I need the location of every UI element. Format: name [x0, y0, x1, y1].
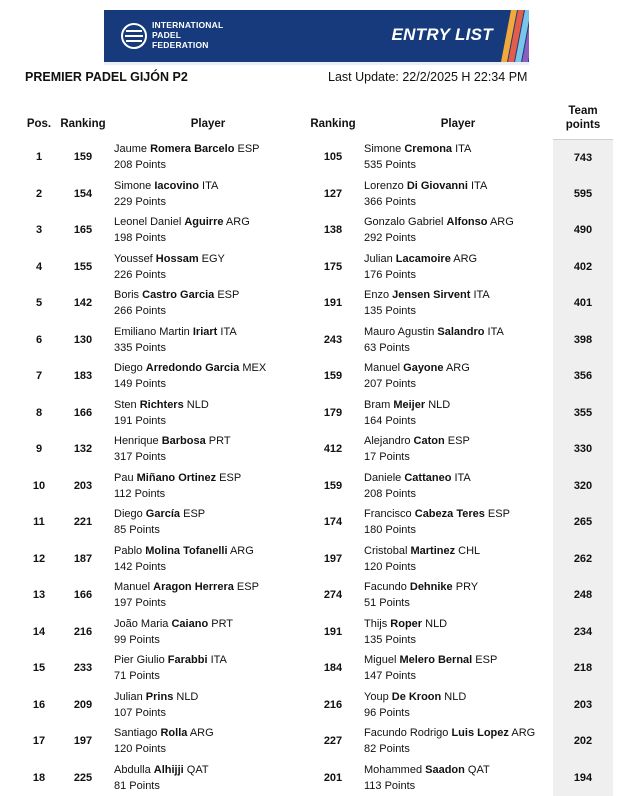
player1-ranking-cell: 225 — [61, 760, 105, 796]
player2-country: NLD — [422, 618, 447, 630]
table-row — [25, 249, 615, 286]
player2-cell — [364, 579, 478, 611]
player2-last-name: Saadon — [425, 764, 465, 776]
player2-cell — [364, 178, 487, 210]
player2-country: ITA — [484, 326, 503, 338]
player1-country: PRT — [206, 435, 231, 447]
position-cell: 16 — [25, 687, 53, 724]
player1-cell — [114, 324, 237, 356]
header-team-points-line2: points — [566, 119, 601, 131]
player2-first-name: Miguel — [364, 654, 399, 666]
player1-first-name: Julian — [114, 691, 146, 703]
position-cell: 9 — [25, 431, 53, 468]
player1-ranking-cell: 155 — [61, 249, 105, 286]
player2-first-name: Mohammed — [364, 764, 425, 776]
player2-last-name: Caton — [414, 435, 445, 447]
player1-points: 198 Points — [114, 230, 250, 246]
player2-cell — [364, 251, 477, 283]
player2-first-name: Facundo — [364, 581, 410, 593]
player2-country: CHL — [455, 545, 480, 557]
position-cell: 15 — [25, 650, 53, 687]
position-cell: 14 — [25, 614, 53, 651]
player2-points: 147 Points — [364, 668, 497, 684]
player1-last-name: Iacovino — [154, 180, 199, 192]
player1-first-name: Henrique — [114, 435, 162, 447]
player2-cell — [364, 324, 504, 356]
player1-first-name: João Maria — [114, 618, 171, 630]
player2-last-name: Lacamoire — [396, 253, 451, 265]
player1-cell — [114, 433, 231, 465]
decorative-stripes-icon — [493, 10, 529, 62]
player1-country: ESP — [180, 508, 205, 520]
player1-ranking-cell: 183 — [61, 358, 105, 395]
player2-last-name: Cabeza Teres — [415, 508, 485, 520]
player1-cell — [114, 360, 266, 392]
player2-points: 17 Points — [364, 449, 470, 465]
team-points-cell: 743 — [553, 139, 613, 177]
player1-points: 81 Points — [114, 778, 209, 794]
player1-cell — [114, 689, 198, 721]
player1-first-name: Manuel — [114, 581, 153, 593]
player1-cell — [114, 725, 214, 757]
position-cell: 18 — [25, 760, 53, 796]
last-update-text: Last Update: 22/2/2025 H 22:34 PM — [328, 70, 527, 84]
team-points-cell: 356 — [553, 358, 613, 395]
player2-cell — [364, 214, 514, 246]
player1-cell — [114, 616, 233, 648]
player1-country: QAT — [184, 764, 209, 776]
player1-cell — [114, 762, 209, 794]
header-team-points-line1: Team — [568, 105, 597, 117]
player1-points: 191 Points — [114, 413, 209, 429]
table-row — [25, 395, 615, 432]
player1-first-name: Simone — [114, 180, 154, 192]
position-cell: 8 — [25, 395, 53, 432]
player1-cell — [114, 543, 254, 575]
player2-ranking-cell: 159 — [311, 358, 355, 395]
player1-country: ITA — [199, 180, 218, 192]
player1-ranking-cell: 221 — [61, 504, 105, 541]
player1-last-name: Molina Tofanelli — [145, 545, 227, 557]
player2-cell — [364, 141, 471, 173]
team-points-cell: 320 — [553, 468, 613, 505]
player2-country: ITA — [451, 472, 470, 484]
player2-country: ARG — [451, 253, 477, 265]
header-player-2: Player — [428, 118, 488, 130]
player1-first-name: Emiliano Martin — [114, 326, 193, 338]
entry-list-table — [25, 139, 615, 796]
team-points-cell: 355 — [553, 395, 613, 432]
player2-cell — [364, 470, 471, 502]
player2-cell — [364, 360, 470, 392]
player1-first-name: Leonel Daniel — [114, 216, 184, 228]
player2-cell — [364, 433, 470, 465]
player1-ranking-cell: 142 — [61, 285, 105, 322]
table-row — [25, 577, 615, 614]
player1-ranking-cell: 203 — [61, 468, 105, 505]
entry-list-title: ENTRY LIST — [391, 25, 493, 45]
event-title: PREMIER PADEL GIJÓN P2 — [25, 70, 188, 84]
player2-last-name: Meijer — [393, 399, 425, 411]
player2-country: NLD — [425, 399, 450, 411]
player2-points: 135 Points — [364, 632, 447, 648]
player2-points: 51 Points — [364, 595, 478, 611]
table-row — [25, 431, 615, 468]
player1-last-name: Castro Garcia — [142, 289, 214, 301]
player1-points: 85 Points — [114, 522, 205, 538]
player2-cell — [364, 543, 480, 575]
player1-ranking-cell: 166 — [61, 577, 105, 614]
player2-points: 180 Points — [364, 522, 510, 538]
player1-first-name: Diego — [114, 508, 146, 520]
player1-last-name: Richters — [140, 399, 184, 411]
player2-country: ITA — [452, 143, 471, 155]
player1-first-name: Santiago — [114, 727, 160, 739]
player2-points: 82 Points — [364, 741, 535, 757]
player1-ranking-cell: 187 — [61, 541, 105, 578]
position-cell: 2 — [25, 176, 53, 213]
player2-country: ESP — [472, 654, 497, 666]
player1-ranking-cell: 154 — [61, 176, 105, 213]
player2-points: 135 Points — [364, 303, 490, 319]
player2-ranking-cell: 201 — [311, 760, 355, 796]
table-row — [25, 212, 615, 249]
player1-points: 142 Points — [114, 559, 254, 575]
player1-points: 120 Points — [114, 741, 214, 757]
logo-line: INTERNATIONAL — [152, 20, 223, 30]
player2-country: ARG — [488, 216, 514, 228]
team-points-cell: 490 — [553, 212, 613, 249]
player1-first-name: Pablo — [114, 545, 145, 557]
header-ranking-1: Ranking — [58, 118, 108, 130]
entry-list-banner — [104, 10, 529, 65]
player2-cell — [364, 652, 497, 684]
player1-last-name: Aragon Herrera — [153, 581, 234, 593]
player2-first-name: Thijs — [364, 618, 390, 630]
player1-last-name: Rolla — [160, 727, 187, 739]
player1-points: 229 Points — [114, 194, 218, 210]
player1-last-name: Prins — [146, 691, 174, 703]
player2-points: 164 Points — [364, 413, 450, 429]
player2-first-name: Alejandro — [364, 435, 414, 447]
player2-ranking-cell: 216 — [311, 687, 355, 724]
player1-country: ARG — [223, 216, 249, 228]
player2-ranking-cell: 191 — [311, 614, 355, 651]
player2-last-name: Dehnike — [410, 581, 453, 593]
player2-country: PRY — [453, 581, 478, 593]
player2-points: 535 Points — [364, 157, 471, 173]
player1-country: ESP — [214, 289, 239, 301]
player1-country: NLD — [184, 399, 209, 411]
position-cell: 12 — [25, 541, 53, 578]
table-row — [25, 687, 615, 724]
position-cell: 10 — [25, 468, 53, 505]
player2-country: ARG — [509, 727, 535, 739]
player2-country: ITA — [468, 180, 487, 192]
player1-last-name: Caiano — [171, 618, 208, 630]
player1-last-name: García — [146, 508, 180, 520]
player2-ranking-cell: 227 — [311, 723, 355, 760]
player2-first-name: Mauro Agustin — [364, 326, 437, 338]
player1-last-name: Hossam — [156, 253, 199, 265]
player2-points: 366 Points — [364, 194, 487, 210]
player2-first-name: Lorenzo — [364, 180, 407, 192]
player1-points: 317 Points — [114, 449, 231, 465]
position-cell: 13 — [25, 577, 53, 614]
player1-points: 71 Points — [114, 668, 227, 684]
position-cell: 6 — [25, 322, 53, 359]
logo-line: PADEL — [152, 30, 223, 40]
player2-ranking-cell: 138 — [311, 212, 355, 249]
player2-points: 292 Points — [364, 230, 514, 246]
player1-country: ARG — [187, 727, 213, 739]
player1-last-name: Miñano Ortinez — [137, 472, 216, 484]
player2-points: 120 Points — [364, 559, 480, 575]
player1-first-name: Jaume — [114, 143, 150, 155]
player2-country: ESP — [445, 435, 470, 447]
team-points-cell: 202 — [553, 723, 613, 760]
player1-ranking-cell: 159 — [61, 139, 105, 176]
table-row — [25, 723, 615, 760]
player2-country: ITA — [470, 289, 489, 301]
player2-points: 207 Points — [364, 376, 470, 392]
player1-last-name: Arredondo Garcia — [146, 362, 240, 374]
player1-first-name: Abdulla — [114, 764, 154, 776]
player1-first-name: Youssef — [114, 253, 156, 265]
logo-line: FEDERATION — [152, 40, 223, 50]
player1-points: 335 Points — [114, 340, 237, 356]
player2-cell — [364, 616, 447, 648]
player1-points: 107 Points — [114, 705, 198, 721]
player1-ranking-cell: 216 — [61, 614, 105, 651]
player2-cell — [364, 287, 490, 319]
table-row — [25, 504, 615, 541]
player1-country: NLD — [173, 691, 198, 703]
player2-points: 113 Points — [364, 778, 490, 794]
player1-ranking-cell: 130 — [61, 322, 105, 359]
player2-last-name: Martinez — [410, 545, 455, 557]
player2-cell — [364, 689, 466, 721]
player2-country: ARG — [444, 362, 470, 374]
player1-cell — [114, 652, 227, 684]
player2-points: 208 Points — [364, 486, 471, 502]
header-ranking-2: Ranking — [308, 118, 358, 130]
player1-first-name: Pier Giulio — [114, 654, 168, 666]
player1-ranking-cell: 209 — [61, 687, 105, 724]
table-row — [25, 468, 615, 505]
player1-points: 226 Points — [114, 267, 225, 283]
player1-ranking-cell: 166 — [61, 395, 105, 432]
table-row — [25, 541, 615, 578]
player1-cell — [114, 506, 205, 538]
player2-ranking-cell: 179 — [311, 395, 355, 432]
player1-cell — [114, 214, 250, 246]
player1-last-name: Farabbi — [168, 654, 208, 666]
player2-last-name: Luis Lopez — [451, 727, 508, 739]
player2-country: NLD — [441, 691, 466, 703]
player1-last-name: Alhijji — [154, 764, 184, 776]
team-points-cell: 203 — [553, 687, 613, 724]
player2-last-name: Di Giovanni — [407, 180, 468, 192]
player2-ranking-cell: 174 — [311, 504, 355, 541]
team-points-cell: 194 — [553, 760, 613, 796]
position-cell: 3 — [25, 212, 53, 249]
player2-first-name: Facundo Rodrigo — [364, 727, 451, 739]
player1-last-name: Iriart — [193, 326, 217, 338]
player1-points: 149 Points — [114, 376, 266, 392]
player2-ranking-cell: 191 — [311, 285, 355, 322]
player1-cell — [114, 178, 218, 210]
position-cell: 11 — [25, 504, 53, 541]
position-cell: 4 — [25, 249, 53, 286]
player1-ranking-cell: 165 — [61, 212, 105, 249]
player1-country: PRT — [208, 618, 233, 630]
player2-ranking-cell: 197 — [311, 541, 355, 578]
player1-last-name: Barbosa — [162, 435, 206, 447]
team-points-cell: 265 — [553, 504, 613, 541]
player2-last-name: Cattaneo — [404, 472, 451, 484]
player2-first-name: Gonzalo Gabriel — [364, 216, 447, 228]
player2-last-name: De Kroon — [392, 691, 442, 703]
player2-last-name: Cremona — [404, 143, 452, 155]
player1-country: ARG — [228, 545, 254, 557]
player2-last-name: Gayone — [403, 362, 443, 374]
player1-ranking-cell: 197 — [61, 723, 105, 760]
team-points-cell: 234 — [553, 614, 613, 651]
player2-ranking-cell: 184 — [311, 650, 355, 687]
player1-points: 208 Points — [114, 157, 260, 173]
team-points-cell: 330 — [553, 431, 613, 468]
player1-points: 266 Points — [114, 303, 239, 319]
player2-ranking-cell: 105 — [311, 139, 355, 176]
player1-ranking-cell: 132 — [61, 431, 105, 468]
team-points-cell: 262 — [553, 541, 613, 578]
team-points-cell: 402 — [553, 249, 613, 286]
player2-cell — [364, 397, 450, 429]
player1-country: ITA — [208, 654, 227, 666]
player1-points: 99 Points — [114, 632, 233, 648]
player2-points: 176 Points — [364, 267, 477, 283]
player1-country: ESP — [234, 581, 259, 593]
player2-first-name: Youp — [364, 691, 392, 703]
player1-country: EGY — [199, 253, 225, 265]
player2-first-name: Enzo — [364, 289, 392, 301]
player1-last-name: Aguirre — [184, 216, 223, 228]
player2-ranking-cell: 175 — [311, 249, 355, 286]
team-points-cell: 398 — [553, 322, 613, 359]
player2-first-name: Cristobal — [364, 545, 410, 557]
player2-last-name: Alfonso — [447, 216, 488, 228]
position-cell: 5 — [25, 285, 53, 322]
player1-first-name: Diego — [114, 362, 146, 374]
table-row — [25, 650, 615, 687]
table-row — [25, 139, 615, 176]
team-points-cell: 595 — [553, 176, 613, 213]
header-team-points — [553, 104, 613, 132]
header-player-1: Player — [178, 118, 238, 130]
player2-ranking-cell: 274 — [311, 577, 355, 614]
player1-country: ITA — [217, 326, 236, 338]
federation-logo-text — [152, 20, 223, 50]
player1-country: ESP — [234, 143, 259, 155]
player2-cell — [364, 725, 535, 757]
player1-cell — [114, 397, 209, 429]
team-points-cell: 248 — [553, 577, 613, 614]
player1-cell — [114, 287, 239, 319]
table-row — [25, 176, 615, 213]
player2-first-name: Daniele — [364, 472, 404, 484]
player2-first-name: Julian — [364, 253, 396, 265]
header-pos: Pos. — [25, 118, 53, 130]
player1-country: ESP — [216, 472, 241, 484]
player2-points: 96 Points — [364, 705, 466, 721]
player2-first-name: Manuel — [364, 362, 403, 374]
team-points-cell: 218 — [553, 650, 613, 687]
player1-points: 197 Points — [114, 595, 259, 611]
player1-ranking-cell: 233 — [61, 650, 105, 687]
player2-last-name: Roper — [390, 618, 422, 630]
player2-last-name: Salandro — [437, 326, 484, 338]
player2-ranking-cell: 412 — [311, 431, 355, 468]
table-row — [25, 322, 615, 359]
table-row — [25, 614, 615, 651]
player1-first-name: Boris — [114, 289, 142, 301]
player2-ranking-cell: 159 — [311, 468, 355, 505]
player2-country: QAT — [465, 764, 490, 776]
position-cell: 1 — [25, 139, 53, 176]
team-points-cell: 401 — [553, 285, 613, 322]
table-row — [25, 285, 615, 322]
player2-points: 63 Points — [364, 340, 504, 356]
player1-points: 112 Points — [114, 486, 241, 502]
position-cell: 7 — [25, 358, 53, 395]
player2-cell — [364, 762, 490, 794]
player2-first-name: Bram — [364, 399, 393, 411]
player2-ranking-cell: 127 — [311, 176, 355, 213]
player2-last-name: Jensen Sirvent — [392, 289, 470, 301]
player1-first-name: Pau — [114, 472, 137, 484]
player1-country: MEX — [239, 362, 266, 374]
player1-cell — [114, 579, 259, 611]
player1-cell — [114, 470, 241, 502]
table-row — [25, 358, 615, 395]
player2-ranking-cell: 243 — [311, 322, 355, 359]
player1-first-name: Sten — [114, 399, 140, 411]
player2-country: ESP — [485, 508, 510, 520]
player1-cell — [114, 251, 225, 283]
padel-federation-logo-icon — [120, 22, 148, 50]
player2-cell — [364, 506, 510, 538]
player2-first-name: Francisco — [364, 508, 415, 520]
player2-first-name: Simone — [364, 143, 404, 155]
player1-last-name: Romera Barcelo — [150, 143, 234, 155]
player2-last-name: Melero Bernal — [399, 654, 472, 666]
player1-cell — [114, 141, 260, 173]
position-cell: 17 — [25, 723, 53, 760]
